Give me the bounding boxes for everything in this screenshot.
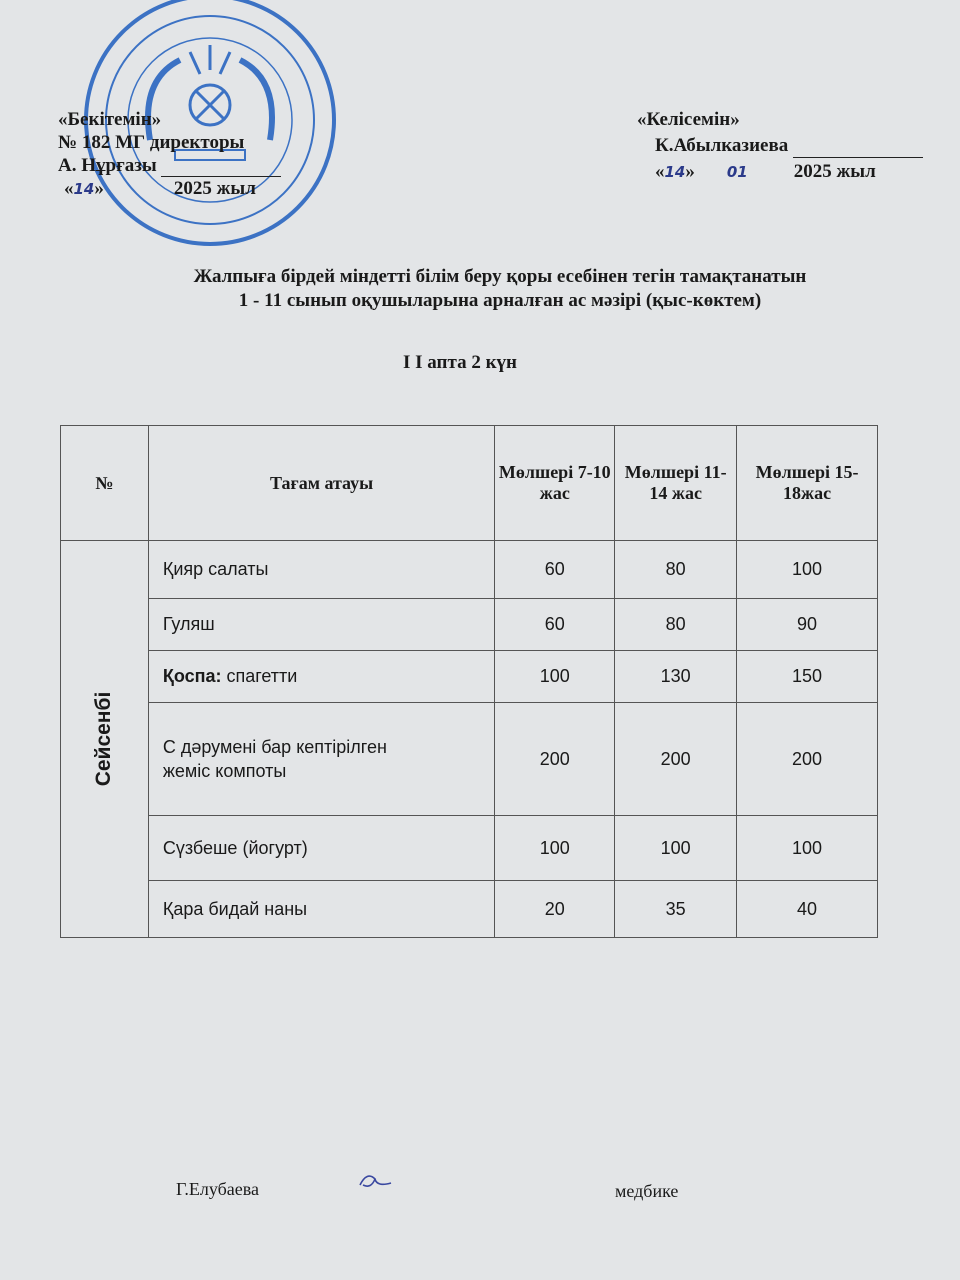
footer-nurse-name: Г.Елубаева — [176, 1179, 260, 1199]
dish-name: Қияр салаты — [148, 541, 495, 599]
col-age-15-18: Мөлшері 15-18жас — [737, 426, 878, 541]
day-cell — [61, 541, 149, 938]
agree-name: К.Абылказиева — [655, 135, 789, 156]
col-number: № — [61, 426, 149, 541]
dish-name: Гуляш — [148, 599, 495, 651]
approve-date-year: 2025 жыл — [173, 178, 256, 199]
dish-name: Қара бидай наны — [148, 881, 495, 938]
approve-date-day: 14 — [73, 180, 95, 198]
portion-7-10: 60 — [495, 599, 615, 651]
portion-7-10: 60 — [495, 541, 615, 599]
portion-7-10: 200 — [495, 703, 615, 816]
menu-title-line2: 1 - 11 сынып оқушыларына арналған ас мәзірі (қыс-көктем) — [238, 290, 762, 311]
portion-7-10: 100 — [495, 816, 615, 881]
approve-block: «Бекітемін» № 182 МГ директоры А. Нұрғазы «14» 2025 жыл — [58, 108, 281, 201]
handwritten-signature — [355, 1165, 395, 1195]
portion-15-18: 150 — [737, 651, 878, 703]
portion-11-14: 130 — [615, 651, 737, 703]
agree-block: «Келісемін» К.Абылказиева «14» 01 2025 жыл — [637, 108, 923, 184]
agree-date-year: 2025 жыл — [793, 161, 876, 182]
table-row — [61, 703, 878, 816]
dish-name: Сүзбеше (йогурт) — [148, 816, 495, 881]
portion-11-14: 80 — [615, 599, 737, 651]
portion-11-14: 200 — [615, 703, 737, 816]
dish-name — [148, 651, 495, 703]
agree-label: «Келісемін» — [637, 109, 740, 130]
dish-name-text: спагетти — [221, 666, 298, 686]
portion-15-18: 200 — [737, 703, 878, 816]
col-age-11-14: Мөлшері 11-14 жас — [615, 426, 737, 541]
table-header-row — [61, 426, 878, 541]
portion-7-10: 20 — [495, 881, 615, 938]
portion-15-18: 40 — [737, 881, 878, 938]
agree-date-month: 01 — [726, 163, 748, 181]
menu-table — [60, 425, 878, 938]
portion-15-18: 100 — [737, 541, 878, 599]
week-day-label: І І апта 2 күн — [403, 352, 517, 373]
portion-11-14: 35 — [615, 881, 737, 938]
menu-title-line1: Жалпыға бірдей міндетті білім беру қоры есебінен тегін тамақтанатын — [193, 266, 807, 287]
table-row — [61, 541, 878, 599]
agree-date-day: 14 — [664, 163, 686, 181]
table-row — [61, 816, 878, 881]
dish-name: С дәрумені бар кептірілген жеміс компоты — [148, 703, 495, 816]
signature-line — [161, 158, 281, 177]
portion-15-18: 90 — [737, 599, 878, 651]
portion-11-14: 80 — [615, 541, 737, 599]
portion-15-18: 100 — [737, 816, 878, 881]
col-dish-name: Тағам атауы — [148, 426, 495, 541]
signature-line — [793, 134, 923, 158]
approve-label: «Бекітемін» — [58, 109, 162, 130]
portion-7-10: 100 — [495, 651, 615, 703]
table-row — [61, 651, 878, 703]
day-label: Сейсенбі — [92, 691, 116, 787]
approve-position: № 182 МГ директоры — [58, 132, 245, 153]
dish-prefix: Қоспа: — [162, 666, 222, 686]
table-row — [61, 599, 878, 651]
col-age-7-10: Мөлшері 7-10 жас — [495, 426, 615, 541]
table-row — [61, 881, 878, 938]
footer-nurse-role: медбике — [615, 1181, 679, 1201]
portion-11-14: 100 — [615, 816, 737, 881]
approve-name: А. Нұрғазы — [58, 155, 157, 176]
